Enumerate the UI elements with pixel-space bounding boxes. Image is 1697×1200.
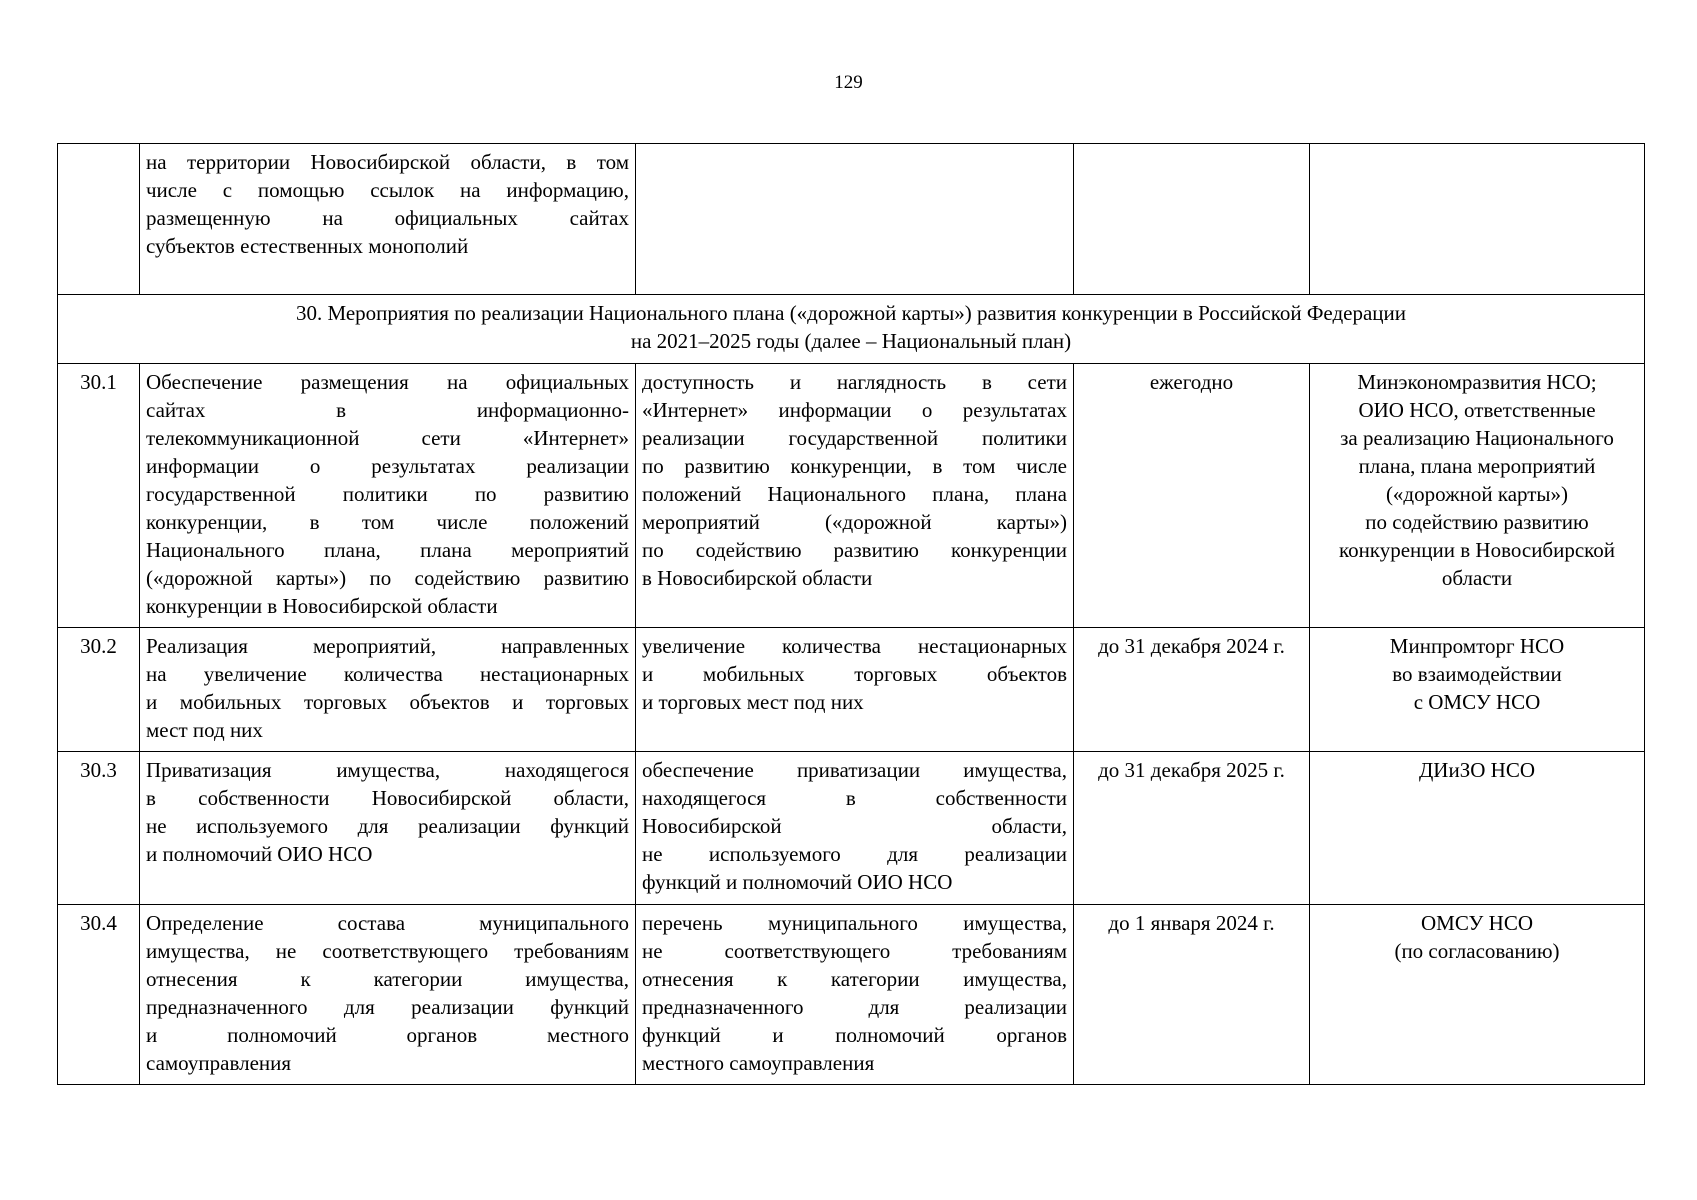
- result-cell: [636, 905, 1074, 1085]
- text-line: мест под них: [146, 718, 263, 742]
- row-number-cell: [58, 144, 140, 295]
- text-line: («дорожной карты») по содействию развитию: [146, 566, 629, 590]
- text-line: («дорожной карты»): [1385, 482, 1569, 506]
- text-line: реализации государственной политики: [642, 426, 1067, 450]
- text-line: (по согласованию): [1394, 939, 1560, 963]
- text-line: самоуправления: [146, 1051, 292, 1075]
- term-cell: до 31 декабря 2025 г.: [1074, 752, 1310, 905]
- text-line: Обеспечение размещения на официальных: [146, 370, 629, 394]
- term-cell: ежегодно: [1074, 364, 1310, 628]
- row-number-cell: 30.1: [58, 364, 140, 628]
- text-line: отнесения к категории имущества,: [642, 967, 1067, 991]
- text-line: телекоммуникационной сети «Интернет»: [146, 426, 629, 450]
- text-line: предназначенного для реализации функций: [146, 995, 629, 1019]
- text-line: и мобильных торговых объектов и торговых: [146, 690, 629, 714]
- text-line: и мобильных торговых объектов: [642, 662, 1067, 686]
- text-line: предназначенного для реализации: [642, 995, 1067, 1019]
- text-line: находящегося в собственности: [642, 786, 1067, 810]
- executor-cell: [1310, 905, 1645, 1085]
- text-line: в собственности Новосибирской области,: [146, 786, 629, 810]
- executor-cell: [1310, 752, 1645, 905]
- text-line: за реализацию Национального: [1340, 426, 1614, 450]
- text-line: ДИиЗО НСО: [1418, 758, 1535, 782]
- text-line: на увеличение количества нестационарных: [146, 662, 629, 686]
- executor-cell: [1310, 628, 1645, 752]
- term-cell: [1074, 144, 1310, 295]
- text-line: государственной политики по развитию: [146, 482, 629, 506]
- table-row-30-3: [58, 752, 1645, 905]
- text-line: размещенную на официальных сайтах: [146, 206, 629, 230]
- table-row-continuation: [58, 144, 1645, 295]
- text-line: доступность и наглядность в сети: [642, 370, 1067, 394]
- result-cell: [636, 752, 1074, 905]
- table-row-30-1: [58, 364, 1645, 628]
- text-line: отнесения к категории имущества,: [146, 967, 629, 991]
- page-number: 129: [834, 72, 863, 93]
- result-cell: [636, 628, 1074, 752]
- result-cell: [636, 364, 1074, 628]
- text-line: перечень муниципального имущества,: [642, 911, 1067, 935]
- term-cell: до 1 января 2024 г.: [1074, 905, 1310, 1085]
- text-line: Минпромторг НСО: [1389, 634, 1565, 658]
- row-number-cell: 30.2: [58, 628, 140, 752]
- section-title-line: на 2021–2025 годы (далее – Национальный план): [630, 329, 1072, 353]
- row-number-cell: 30.4: [58, 905, 140, 1085]
- text-line: по содействию развитию конкуренции: [642, 538, 1067, 562]
- text-line: по содействию развитию: [1365, 510, 1589, 534]
- text-line: «Интернет» информации о результатах: [642, 398, 1067, 422]
- text-line: Национального плана, плана мероприятий: [146, 538, 629, 562]
- text-line: информации о результатах реализации: [146, 454, 629, 478]
- section-title-line: 30. Мероприятия по реализации Национального плана («дорожной карты») развития конкуренции в Российской Федерации: [295, 301, 1407, 325]
- text-line: и торговых мест под них: [642, 690, 864, 714]
- text-line: функций и полномочий ОИО НСО: [642, 870, 953, 894]
- text-line: положений Национального плана, плана: [642, 482, 1067, 506]
- measure-name-cell: [140, 905, 636, 1085]
- executor-cell: [1310, 364, 1645, 628]
- text-line: с ОМСУ НСО: [1413, 690, 1541, 714]
- text-line: Новосибирской области,: [642, 814, 1067, 838]
- text-line: конкуренции, в том числе положений: [146, 510, 629, 534]
- measure-name-cell: [140, 752, 636, 905]
- text-line: ОИО НСО, ответственные: [1358, 398, 1596, 422]
- section-header-row: [58, 295, 1645, 364]
- text-line: и полномочий органов местного: [146, 1023, 629, 1047]
- term-cell: до 31 декабря 2024 г.: [1074, 628, 1310, 752]
- text-line: конкуренции в Новосибирской области: [146, 594, 498, 618]
- measure-name-cell: [140, 364, 636, 628]
- text-line: на территории Новосибирской области, в том: [146, 150, 629, 174]
- text-line: не соответствующего требованиям: [642, 939, 1067, 963]
- text-line: числе с помощью ссылок на информацию,: [146, 178, 629, 202]
- text-line: ОМСУ НСО: [1420, 911, 1534, 935]
- table-row-30-2: [58, 628, 1645, 752]
- text-line: Реализация мероприятий, направленных: [146, 634, 629, 658]
- measure-name-cell: [140, 628, 636, 752]
- text-line: области: [1441, 566, 1513, 590]
- measures-table: [57, 143, 1645, 1085]
- text-line: Определение состава муниципального: [146, 911, 629, 935]
- text-line: субъектов естественных монополий: [146, 234, 469, 258]
- text-line: увеличение количества нестационарных: [642, 634, 1067, 658]
- text-line: не используемого для реализации функций: [146, 814, 629, 838]
- text-line: плана, плана мероприятий: [1358, 454, 1596, 478]
- text-line: по развитию конкуренции, в том числе: [642, 454, 1067, 478]
- text-line: Приватизация имущества, находящегося: [146, 758, 629, 782]
- measure-name-cell: [140, 144, 636, 295]
- text-line: не используемого для реализации: [642, 842, 1067, 866]
- text-line: Минэкономразвития НСО;: [1357, 370, 1597, 394]
- row-number-cell: 30.3: [58, 752, 140, 905]
- text-line: местного самоуправления: [642, 1051, 875, 1075]
- text-line: обеспечение приватизации имущества,: [642, 758, 1067, 782]
- executor-cell: [1310, 144, 1645, 295]
- result-cell: [636, 144, 1074, 295]
- measures-table-body: [58, 144, 1645, 1085]
- text-line: функций и полномочий органов: [642, 1023, 1067, 1047]
- text-line: сайтах в информационно-: [146, 398, 629, 422]
- text-line: имущества, не соответствующего требованиям: [146, 939, 629, 963]
- text-line: в Новосибирской области: [642, 566, 873, 590]
- text-line: во взаимодействии: [1392, 662, 1562, 686]
- text-line: конкуренции в Новосибирской: [1338, 538, 1616, 562]
- table-row-30-4: [58, 905, 1645, 1085]
- text-line: мероприятий («дорожной карты»): [642, 510, 1067, 534]
- section-title-cell: [58, 295, 1645, 364]
- text-line: и полномочий ОИО НСО: [146, 842, 373, 866]
